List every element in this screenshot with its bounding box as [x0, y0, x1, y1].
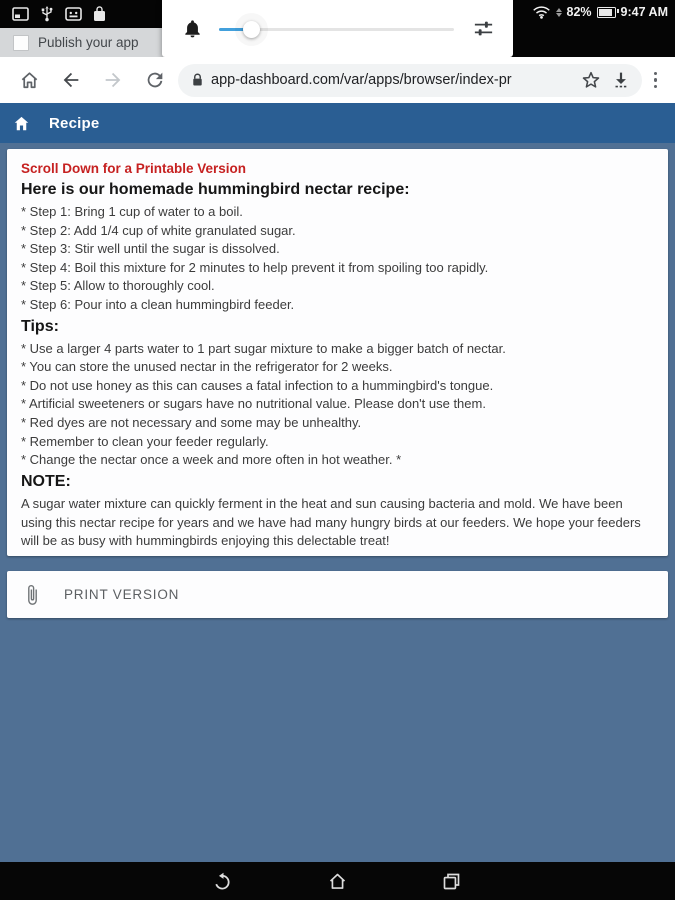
recipe-tip: * Change the nectar once a week and more often in hot weather. * — [21, 452, 402, 468]
tune-icon[interactable] — [472, 17, 495, 40]
scroll-note: Scroll Down for a Printable Version — [21, 161, 247, 176]
forward-icon[interactable] — [94, 61, 132, 99]
bag-icon — [93, 6, 106, 22]
url-bar[interactable] — [178, 64, 642, 97]
recipe-tip: * Do not use honey as this can causes a fatal infection to a hummingbird's tongue. — [21, 377, 494, 393]
home-icon[interactable] — [10, 61, 48, 99]
checkbox-icon — [13, 35, 29, 51]
refresh-icon[interactable] — [136, 61, 174, 99]
slider-thumb[interactable] — [243, 21, 260, 38]
recipe-step: * Step 1: Bring 1 cup of water to a boil. — [21, 204, 243, 219]
recipe-card — [7, 149, 668, 556]
recipe-step: * Step 6: Pour into a clean hummingbird feeder. — [21, 296, 295, 312]
navigation-bar — [0, 862, 675, 900]
tips-heading: Tips: — [21, 317, 59, 335]
browser-toolbar — [0, 57, 675, 103]
recipe-tip: * You can store the unused nectar in the refrigerator for 2 weeks. — [21, 359, 393, 375]
recipe-tip: * Remember to clean your feeder regularly. — [21, 433, 269, 449]
note-heading: NOTE: — [21, 472, 71, 490]
nav-back-icon[interactable] — [211, 868, 237, 894]
overflow-menu-icon[interactable] — [646, 72, 666, 89]
volume-popup — [162, 0, 513, 57]
battery-percent: 82% — [566, 5, 592, 19]
wifi-icon — [532, 5, 551, 19]
app-bar — [0, 103, 675, 143]
publish-app-banner[interactable] — [0, 28, 172, 57]
recipe-step: * Step 4: Boil this mixture for 2 minutes to help prevent it from spoiling too rapidly. — [21, 259, 489, 275]
usb-icon — [40, 6, 54, 22]
recipe-tip: * Artificial sweeteners or sugars have no nutritional value. Please don't use them. — [21, 396, 486, 412]
publish-app-label: Publish your app — [38, 35, 139, 50]
url-text[interactable]: app-dashboard.com/var/apps/browser/index-pr — [211, 72, 512, 88]
status-indicators — [532, 5, 669, 19]
volume-slider[interactable] — [219, 20, 454, 38]
download-icon[interactable] — [610, 69, 632, 91]
print-version-button[interactable] — [7, 571, 668, 618]
recipe-tip: * Red dyes are not necessary and some may be unhealthy. — [21, 414, 362, 430]
network-activity-icon — [556, 8, 562, 17]
back-icon[interactable] — [52, 61, 90, 99]
note-paragraph: A sugar water mixture can quickly ferment in the heat and sun causing bacteria and mold. We have been using this nectar recipe for years and we have had many hungry birds at our feeders. We hope your feeders will be as busy with hummingbirds enjoying this delectable treat! — [21, 495, 641, 549]
battery-icon — [597, 7, 616, 18]
recipe-step: * Step 3: Stir well until the sugar is dissolved. — [21, 241, 280, 257]
nav-recents-icon[interactable] — [439, 868, 465, 894]
recipe-tip: * Use a larger 4 parts water to 1 part sugar mixture to make a bigger batch of nectar. — [21, 340, 506, 356]
message-icon — [65, 7, 82, 21]
page-title: Recipe — [49, 114, 100, 132]
recipe-heading: Here is our homemade hummingbird nectar recipe: — [21, 181, 410, 198]
notification-icons — [12, 6, 106, 22]
recipe-step: * Step 2: Add 1/4 cup of white granulated sugar. — [21, 222, 296, 238]
bookmark-star-icon[interactable] — [580, 69, 602, 91]
paperclip-icon — [26, 583, 39, 607]
recipe-step: * Step 5: Allow to thoroughly cool. — [21, 278, 215, 294]
print-version-label: PRINT VERSION — [64, 587, 180, 602]
clock: 9:47 AM — [620, 5, 668, 19]
bell-icon[interactable] — [182, 17, 203, 40]
nav-home-icon[interactable] — [325, 868, 351, 894]
screenshot-icon — [12, 7, 29, 21]
app-home-icon[interactable] — [12, 114, 31, 133]
lock-icon[interactable] — [192, 73, 203, 87]
